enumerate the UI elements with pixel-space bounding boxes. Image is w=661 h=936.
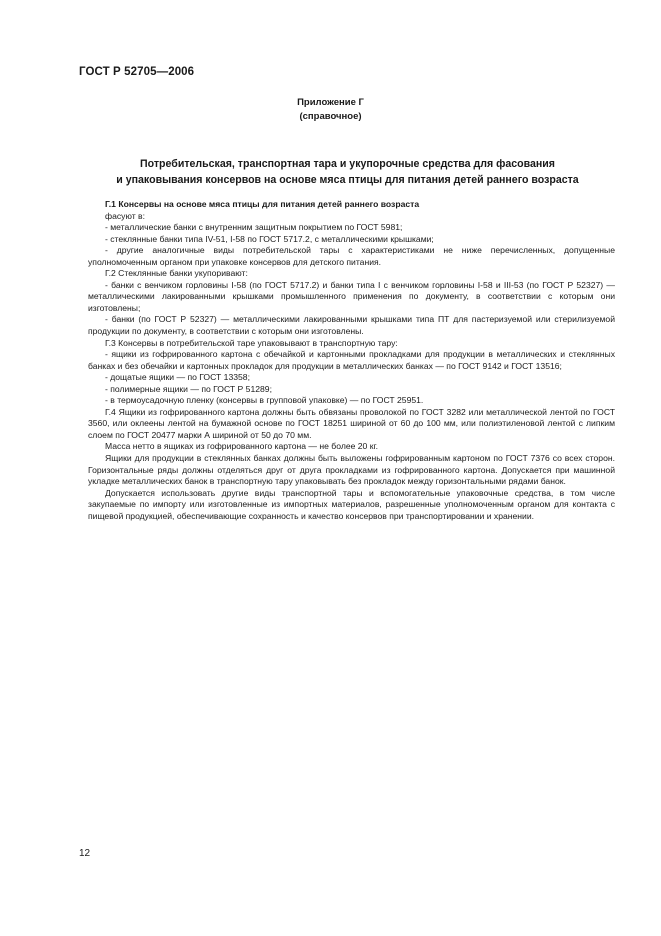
paragraph: фасуют в: [105,210,145,221]
paragraph: Г.3 Консервы в потребительской таре упаковывают в транспортную тару: [105,337,398,348]
paragraph: Ящики для продукции в стеклянных банках должны быть выложены гофрированным картоном по ГОСТ 7376 со всех сторон. Горизонтальные ряды должны отделяться друг от друга прокладками из гофрированного картона. Допускается при машинной укладке металлических банок в транспортную тару упаковывать без прокладок между горизонтальными рядами банок. [88,453,615,487]
appendix-title-line-1: Потребительская, транспортная тара и укупорочные средства для фасования [140,158,555,170]
document-header-id: ГОСТ Р 52705—2006 [79,66,195,78]
page-number: 12 [79,848,91,859]
paragraph: Масса нетто в ящиках из гофрированного картона — не более 20 кг. [105,441,378,452]
list-item: - банки с венчиком горловины I-58 (по ГОСТ 5717.2) и банки типа I с венчиком горловины I-58 и III-53 (по ГОСТ Р 52327) — металлическими лакированными крышками промышленного применения по документу, в соответствии с которым они изготовлены; [88,279,615,313]
document-body [88,199,615,522]
list-item: - металлические банки с внутренним защитным покрытием по ГОСТ 5981; [105,222,403,233]
section-heading-g1: Г.1 Консервы на основе мяса птицы для питания детей раннего возраста [105,199,420,209]
paragraph: Допускается использовать другие виды транспортной тары и вспомогательные упаковочные средства, в том числе закупаемые по импорту или изготовленные из импортных материалов, разрешенные уполномоченным органом для контакта с пищевой продукцией, обеспечивающие сохранность и качество консервов при транспортировании и хранении. [88,487,615,521]
list-item: - ящики из гофрированного картона с обечайкой и картонными прокладками для продукции в металлических и стеклянных банках и без обечайки и картонных прокладок для продукции в металлических банках — по ГОСТ 9142 и ГОСТ 13516; [88,349,615,371]
list-item: - стеклянные банки типа IV-51, I-58 по ГОСТ 5717.2, с металлическими крышками; [105,233,434,244]
list-item: - дощатые ящики — по ГОСТ 13358; [105,372,250,383]
appendix-title [80,156,615,188]
paragraph: Г.4 Ящики из гофрированного картона должны быть обвязаны проволокой по ГОСТ 3282 или металлической лентой по ГОСТ 3560, или оклеены лентой на бумажной основе по ГОСТ 18251 шириной от 60 до 100 мм, или полиэтиленовой лентой с липким слоем по ГОСТ 20477 марки А шириной от 50 до 70 мм. [88,406,615,440]
appendix-heading [0,96,661,124]
appendix-type: (справочное) [299,111,362,122]
list-item: - в термоусадочную пленку (консервы в групповой упаковке) — по ГОСТ 25951. [105,395,424,406]
appendix-label: Приложение Г [297,97,364,108]
list-item: - другие аналогичные виды потребительской тары с характеристиками не ниже перечисленных, допущенные уполномоченным органом при упаковке консервов для детского питания. [88,245,615,267]
paragraph: Г.2 Стеклянные банки укупоривают: [105,268,248,279]
appendix-title-line-2: и упаковывания консервов на основе мяса птицы для питания детей раннего возраста [116,174,579,186]
list-item: - полимерные ящики — по ГОСТ Р 51289; [105,383,272,394]
list-item: - банки (по ГОСТ Р 52327) — металлическими лакированными крышками типа ПТ для пастеризуемой или стерилизуемой продукции по документу, в соответствии с которым они изготовлены. [88,314,615,337]
